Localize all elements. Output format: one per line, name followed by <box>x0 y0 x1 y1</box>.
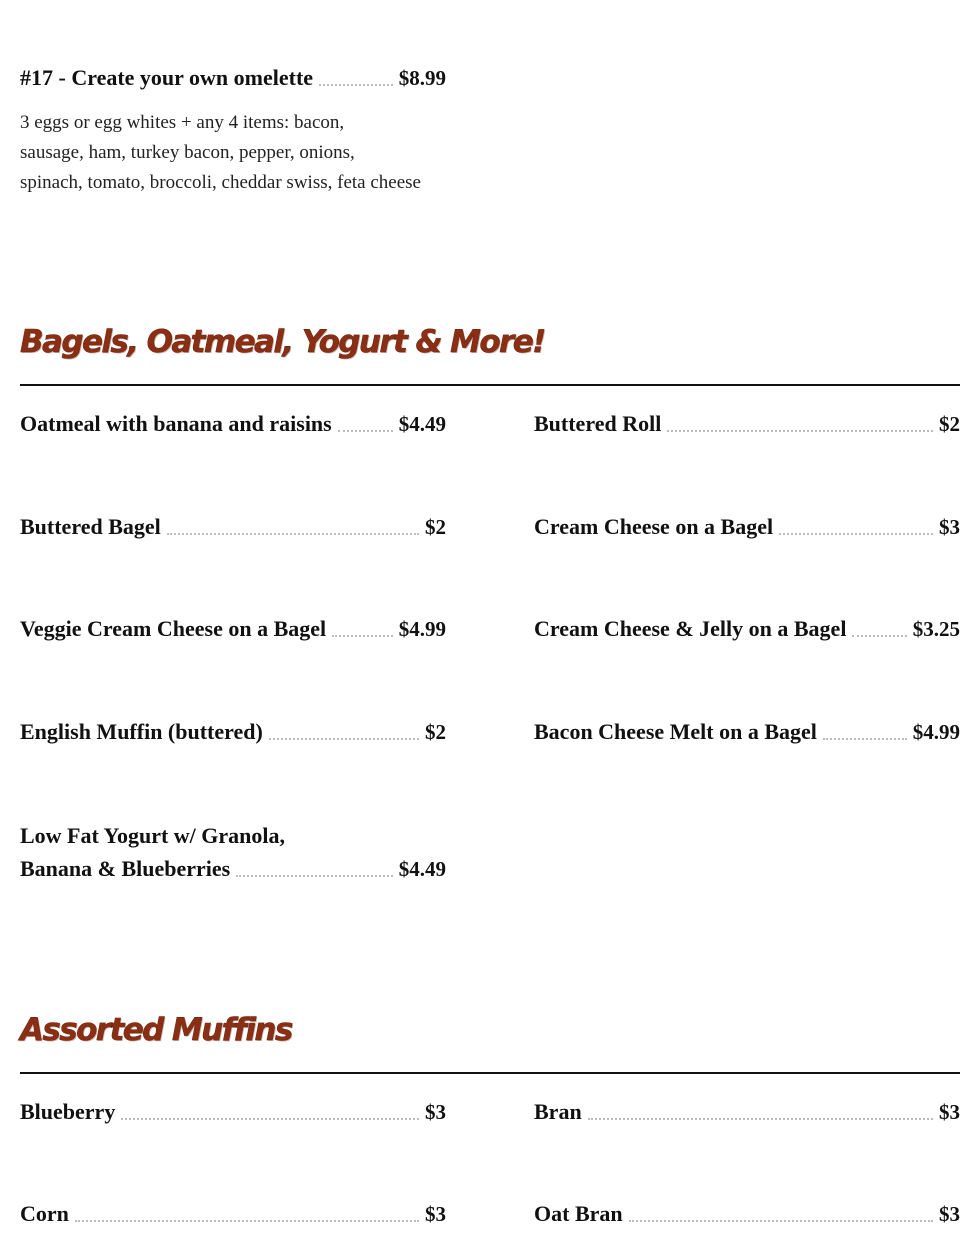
menu-item-name: English Muffin (buttered) <box>20 719 263 744</box>
dot-leader <box>332 635 393 637</box>
description-line: 3 eggs or egg whites + any 4 items: bacon, <box>20 112 345 133</box>
menu-item <box>20 511 446 543</box>
menu-item <box>20 1096 446 1128</box>
menu-item <box>534 716 960 748</box>
menu-item-omelette <box>20 62 446 198</box>
dot-leader <box>667 430 933 432</box>
section-title: Assorted Muffins <box>20 1012 292 1048</box>
menu-item-price: $2 <box>425 720 446 744</box>
section-divider <box>20 1072 960 1074</box>
menu-item-price: $8.99 <box>398 66 446 90</box>
menu-item-price: $4.99 <box>912 720 960 744</box>
dot-leader <box>852 635 906 637</box>
dot-leader <box>823 738 907 740</box>
dot-leader <box>121 1118 419 1120</box>
menu-item-price: $3 <box>425 1202 446 1226</box>
menu-item-name-line: Banana & Blueberries <box>20 856 231 881</box>
dot-leader <box>338 430 393 432</box>
menu-item-price: $2 <box>939 412 960 436</box>
description-line: sausage, ham, turkey bacon, pepper, onions, <box>20 142 355 163</box>
menu-item-name: Bran <box>534 1099 582 1124</box>
menu-item-name: Bacon Cheese Melt on a Bagel <box>534 719 817 744</box>
menu-item-name: Buttered Roll <box>534 411 662 436</box>
menu-item <box>534 511 960 543</box>
dot-leader <box>779 533 933 535</box>
section-title: Bagels, Oatmeal, Yogurt & More! <box>20 324 545 360</box>
menu-item-price: $4.49 <box>398 412 446 436</box>
menu-item-name: Blueberry <box>20 1099 116 1124</box>
menu-item-name: Oat Bran <box>534 1201 623 1226</box>
menu-item-price: $4.99 <box>398 617 446 641</box>
menu-item-price: $3 <box>939 1202 960 1226</box>
menu-item <box>20 818 446 885</box>
dot-leader <box>319 84 393 86</box>
dot-leader <box>629 1220 933 1222</box>
dot-leader <box>167 533 419 535</box>
menu-item-name: #17 - Create your own omelette <box>20 65 314 90</box>
dot-leader <box>269 738 419 740</box>
menu-item-price: $3 <box>425 1100 446 1124</box>
description-line: spinach, tomato, broccoli, cheddar swiss, feta cheese <box>20 172 421 193</box>
menu-item-name: Oatmeal with banana and raisins <box>20 411 332 436</box>
menu-item-description <box>20 108 450 198</box>
menu-item-price: $2 <box>425 515 446 539</box>
menu-item <box>20 613 446 645</box>
menu-item-name: Buttered Bagel <box>20 514 161 539</box>
menu-item-price: $3 <box>939 515 960 539</box>
menu-item-price: $3.25 <box>912 617 960 641</box>
menu-item <box>534 1198 960 1230</box>
menu-item <box>20 408 446 440</box>
menu-item-row <box>20 62 446 94</box>
menu-item <box>20 716 446 748</box>
section-divider <box>20 384 960 386</box>
menu-item-name: Cream Cheese & Jelly on a Bagel <box>534 616 847 641</box>
dot-leader <box>236 875 393 877</box>
dot-leader <box>588 1118 933 1120</box>
menu-item <box>534 1096 960 1128</box>
menu-item-name: Corn <box>20 1201 69 1226</box>
menu-item-price: $4.49 <box>398 857 446 881</box>
menu-item-name: Cream Cheese on a Bagel <box>534 514 774 539</box>
dot-leader <box>75 1220 419 1222</box>
menu-item-name: Veggie Cream Cheese on a Bagel <box>20 616 327 641</box>
menu-item-price: $3 <box>939 1100 960 1124</box>
menu-item-name-line: Low Fat Yogurt w/ Granola, <box>20 823 286 848</box>
menu-item <box>20 1198 446 1230</box>
menu-item <box>534 613 960 645</box>
menu-item <box>534 408 960 440</box>
